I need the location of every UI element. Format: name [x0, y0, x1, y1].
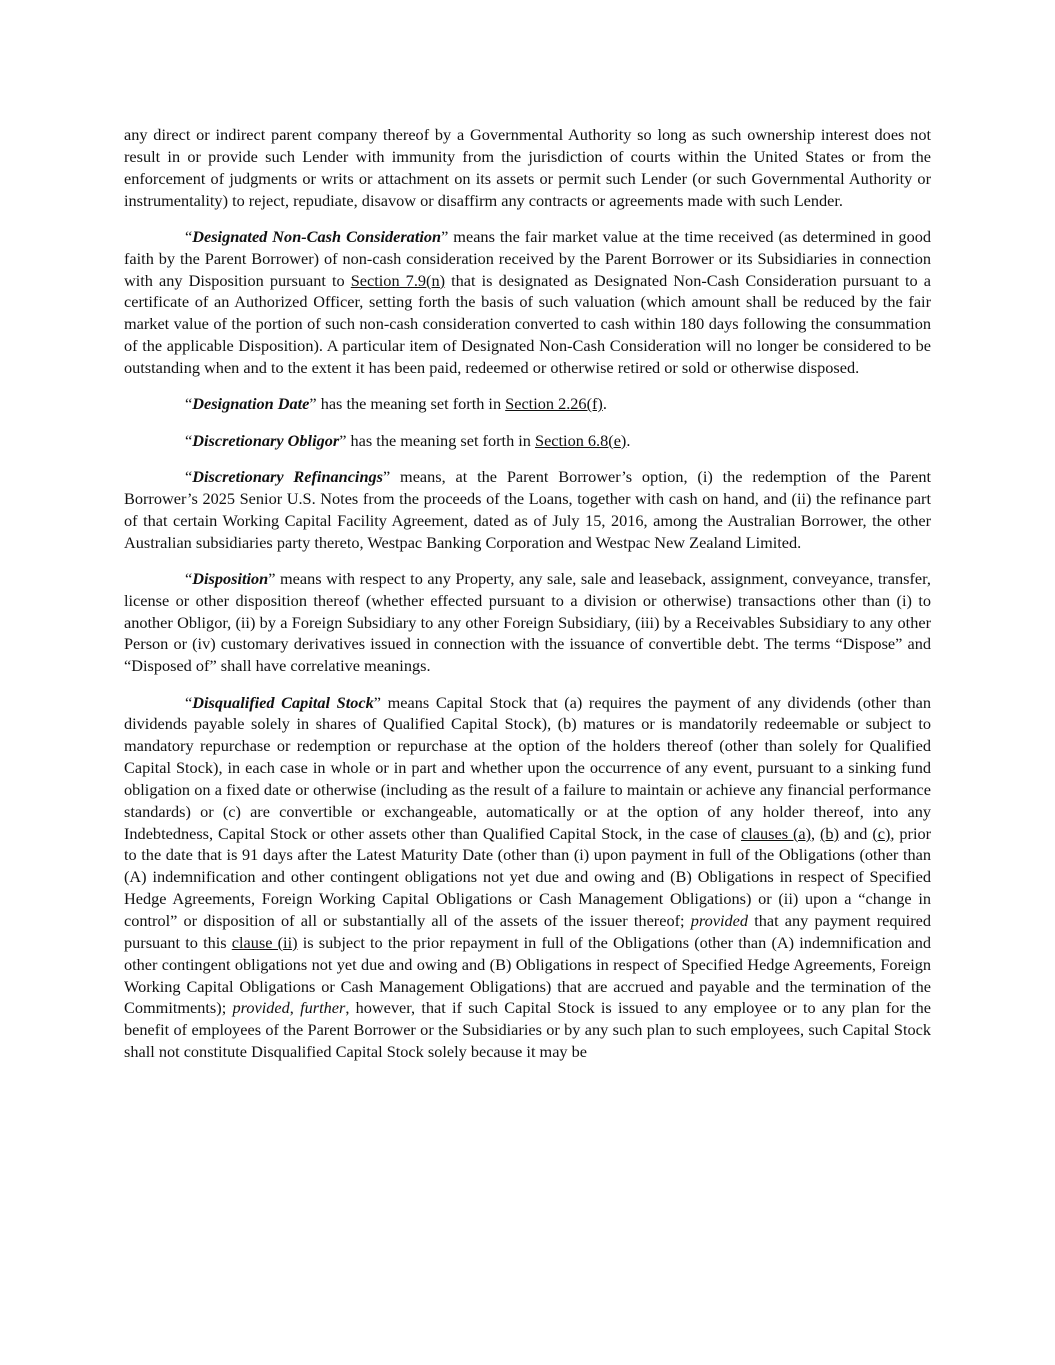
definition-text: , however, that if such Capital Stock is issued to any employee or to any plan for the benefit of employees of the Parent Borrower or the Subsidiaries or by any such plan to such employees, such Capital Stock shall not constitute Disqualified Capital Stock solely because it may be — [124, 998, 932, 1062]
definition-designated-non-cash-consideration: “Designated Non-Cash Consideration” means the fair market value at the time received (as determined in good faith by the Parent Borrower) of non-cash consideration received by the Parent Borrower or its Subsidiaries in connection with any Disposition pursuant to Section 7.9(n) that is designated as Designated Non-Cash Consideration pursuant to a certificate of an Authorized Officer, setting forth the basis of such valuation (which amount shall be reduced by the fair market value of the portion of such non-cash consideration converted to cash within 180 days following the consummation of the applicable Disposition). A particular item of Designated Non-Cash Consideration will no longer be considered to be outstanding when and to the extent it has been paid, redeemed or otherwise retired or sold or otherwise disposed. — [124, 226, 932, 377]
definition-text: has the meaning set forth in — [316, 394, 506, 414]
definition-text: . — [602, 394, 607, 414]
definition-text: , — [811, 823, 821, 843]
defined-term: Discretionary Refinancings — [192, 466, 383, 486]
italic-word: provided — [232, 998, 290, 1018]
definition-text: . — [626, 430, 631, 450]
definition-text: means, at the Parent Borrower’s option, (i) the redemption of the Parent Borrower’s 2025 Senior U.S. Notes from the proceeds of the Loans, together with cash on hand, and (ii) the refinance part of that certain Working Capital Facility Agreement, dated as of July 15, 2016, among the Australian Borrower, the other Australian subsidiaries party thereto, Westpac Banking Corporation and Westpac New Zealand Limited. — [124, 466, 931, 552]
clause-reference: (c) — [872, 823, 891, 843]
definition-text: , — [289, 998, 301, 1018]
clause-reference: clause (ii) — [231, 932, 298, 952]
definition-text: has the meaning set forth in — [346, 430, 536, 450]
definition-text: means the fair market value at the time received (as determined in good faith by the Parent Borrower) of non-cash consideration received by the Parent Borrower or its Subsidiaries in connection with any Disposition pursuant to — [124, 226, 931, 290]
clause-reference: (b) — [820, 823, 839, 843]
definition-disposition: “Disposition” means with respect to any Property, any sale, sale and leaseback, assignment, conveyance, transfer, license or other disposition thereof (whether effected pursuant to a division or otherwise) transactions other than (i) to another Obligor, (ii) by a Foreign Subsidiary to any other Foreign Subsidiary, (iii) by a Receivables Subsidiary to any other Person or (iv) customary derivatives issued in connection with the issuance of convertible debt. The terms “Dispose” and “Disposed of” shall have correlative meanings. — [124, 568, 931, 676]
italic-word: further — [300, 998, 346, 1018]
defined-term: Designation Date — [192, 394, 310, 414]
document-page — [124, 124, 931, 1077]
section-reference: Section 2.26(f) — [505, 394, 603, 414]
definition-discretionary-refinancings: “Discretionary Refinancings” means, at the Parent Borrower’s option, (i) the redemption of the Parent Borrower’s 2025 Senior U.S. Notes from the proceeds of the Loans, together with cash on hand, and (ii) the refinance part of that certain Working Capital Facility Agreement, dated as of July 15, 2016, among the Australian Borrower, the other Australian subsidiaries party thereto, Westpac Banking Corporation and Westpac New Zealand Limited. — [124, 466, 931, 552]
definition-text: means Capital Stock that (a) requires the payment of any dividends (other than dividends payable solely in shares of Qualified Capital Stock), (b) matures or is mandatorily redeemable or subject to mandatory repurchase or redemption or repurchase at the option of the holders thereof (other than solely for Qualified Capital Stock), in each case in whole or in part and whether upon the occurrence of any event, pursuant to a sinking fund obligation on a fixed date or otherwise (including as the result of a failure to maintain or achieve any financial performance standards) or (c) are convertible or exchangeable, automatically or at the option of any holder thereof, into any Indebtedness, Capital Stock or other assets other than Qualified Capital Stock, in the case of — [124, 692, 931, 843]
defined-term: Disposition — [192, 568, 269, 588]
section-reference: Section 7.9(n) — [350, 270, 446, 290]
definition-designation-date: “Designation Date” has the meaning set forth in Section 2.26(f). — [185, 394, 607, 414]
definition-discretionary-obligor: “Discretionary Obligor” has the meaning set forth in Section 6.8(e). — [185, 430, 631, 450]
clause-reference: clauses (a) — [741, 823, 812, 843]
definition-text: is subject to the prior repayment in full of the Obligations (other than (A) indemnification and other contingent obligations not yet due and owing and (B) Obligations in respect of Specified Hedge Agreements, Foreign Working Capital Obligations or Cash Management Obligations) that are accrued and payable and the termination of the Commitments); — [124, 932, 931, 1018]
paragraph-text: any direct or indirect parent company thereof by a Governmental Authority so long as such ownership interest does not result in or provide such Lender with immunity from the jurisdiction of courts within the United States or from the enforcement of judgments or writs or attachment on its assets or permit such Lender (or such Governmental Authority or instrumentality) to reject, repudiate, disavow or disaffirm any contracts or agreements made with such Lender. — [124, 125, 931, 210]
definition-text: that any payment required pursuant to this — [124, 911, 931, 952]
italic-word: provided — [690, 911, 748, 930]
defined-term: Disqualified Capital Stock — [192, 692, 374, 712]
defined-term: Designated Non-Cash Consideration — [192, 226, 442, 246]
definition-text: means with respect to any Property, any sale, sale and leaseback, assignment, conveyance, transfer, license or other disposition thereof (whether effected pursuant to a division or otherwise) transactions other than (i) to another Obligor, (ii) by a Foreign Subsidiary to any other Foreign Subsidiary, (iii) by a Receivables Subsidiary to any other Person or (iv) customary derivatives issued in connection with the issuance of convertible debt. The terms “Dispose” and “Disposed of” shall have correlative meanings. — [124, 568, 931, 676]
paragraph-continuation — [124, 124, 931, 211]
definition-text: that is designated as Designated Non-Cash Consideration pursuant to a certificate of an Authorized Officer, setting forth the basis of such valuation (which amount shall be reduced by the fair market value of the portion of such non-cash consideration converted to cash within 180 days following the consummation of the applicable Disposition). A particular item of Designated Non-Cash Consideration will no longer be considered to be outstanding when and to the extent it has been paid, redeemed or otherwise retired or sold or otherwise disposed. — [124, 270, 932, 377]
section-reference: Section 6.8(e) — [535, 430, 627, 450]
definition-text: and — [839, 823, 873, 843]
definition-disqualified-capital-stock: “Disqualified Capital Stock” means Capital Stock that (a) requires the payment of any dividends (other than dividends payable solely in shares of Qualified Capital Stock), (b) matures or is mandatorily redeemable or subject to mandatory repurchase or redemption or repurchase at the option of the holders thereof (other than solely for Qualified Capital Stock), in each case in whole or in part and whether upon the occurrence of any event, pursuant to a sinking fund obligation on a fixed date or otherwise (including as the result of a failure to maintain or achieve any financial performance standards) or (c) are convertible or exchangeable, automatically or at the option of any holder thereof, into any Indebtedness, Capital Stock or other assets other than Qualified Capital Stock, in the case of clauses (a), (b) and (c), prior to the date that is 91 days after the Latest Maturity Date (other than (i) upon payment in full of the Obligations (other than (A) indemnification and other contingent obligations not yet due and owing and (B) Obligations in respect of Specified Hedge Agreements, Foreign Working Capital Obligations or Cash Management Obligations) or (ii) upon a “change in control” or disposition of all or substantially all of the assets of the issuer thereof; provided that any payment required pursuant to this clause (ii) is subject to the prior repayment in full of the Obligations (other than (A) indemnification and other contingent obligations not yet due and owing and (B) Obligations in respect of Specified Hedge Agreements, Foreign Working Capital Obligations or Cash Management Obligations) that are accrued and payable and the termination of the Commitments); provided, further, however, that if such Capital Stock is issued to any employee or to any plan for the benefit of employees of the Parent Borrower or the Subsidiaries or by any such plan to such employees, such Capital Stock shall not constitute Disqualified Capital Stock solely because it may be — [124, 692, 932, 1062]
definition-text: , prior to the date that is 91 days after the Latest Maturity Date (other than (i) upon payment in full of the Obligations (other than (A) indemnification and other contingent obligations not yet due and owing and (B) Obligations in respect of Specified Hedge Agreements, Foreign Working Capital Obligations or Cash Management Obligations) or (ii) upon a “change in control” or disposition of all or substantially all of the assets of the issuer thereof; — [124, 823, 932, 930]
defined-term: Discretionary Obligor — [192, 430, 340, 450]
